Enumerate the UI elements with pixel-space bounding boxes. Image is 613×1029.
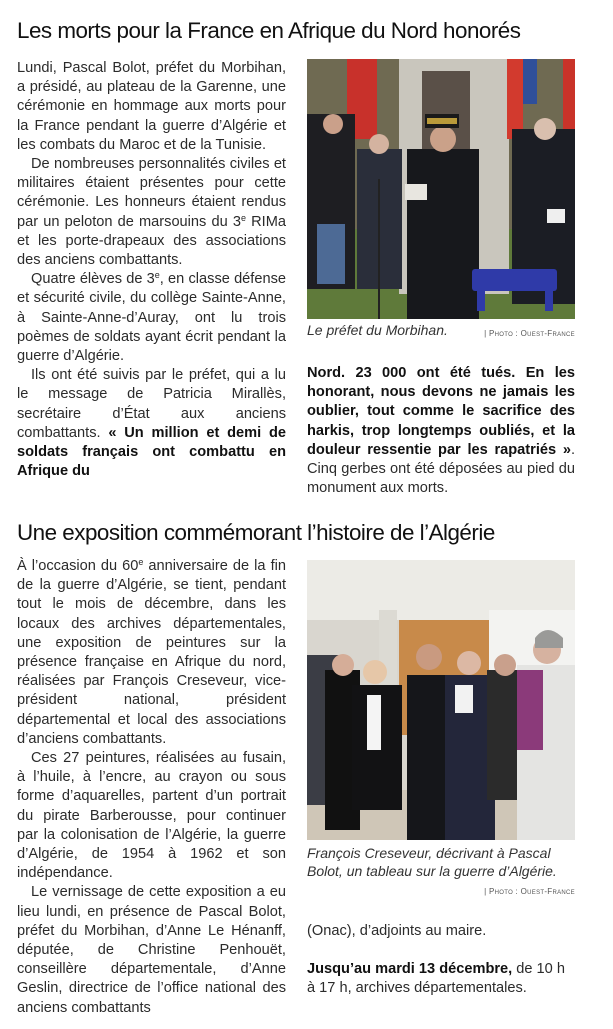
superscript: e [138, 557, 144, 567]
article2-body-right [307, 922, 575, 999]
photo-credit: | Photo : Ouest-France [484, 887, 575, 896]
text: De nombreuses personnalités civiles et militaires étaient présentes pour cette cérémonie. Les honneurs étaient rendus par un peloton de marsouins du 3 [17, 156, 286, 230]
article2-paragraph: Ces 27 peintures, réalisées au fusain, à l’huile, à l’encre, au crayon ou sous forme d’aquarelles, partent d’un portrait du pirate Barberousse, pour continuer par la colonisation de l’Algérie, la guerre d’Algérie, de 1954 à 1962 et son indépendance. [17, 750, 286, 882]
text: de 10 h à 17 h, archives départementales. [307, 961, 565, 997]
text: À l’occasion du 60 [17, 558, 139, 574]
quote-bold: Nord. 23 000 ont été tués. En les honorant, nous devons ne jamais les oublier, tout comme le sacrifice des harkis, trop longtemps oubliés, et la douleur ressentie par les rapatriés » [307, 365, 575, 458]
article2-photo-caption [307, 845, 575, 896]
article1-paragraph [307, 364, 575, 498]
superscript: e [154, 270, 160, 281]
article2-paragraph: (Onac), d’adjoints au maire. [307, 923, 487, 939]
quote-bold: « Un million et demi de soldats français ont combattu en Afrique du [17, 424, 287, 480]
superscript: e [240, 212, 246, 223]
text: anniversaire de la fin de la guerre d’Algérie, se tient, pendant tout le mois de décembre, dans les locaux des archives départementales, une exposition de peintures sur la présence française en Afrique du nord, réalisées par François Creseveur, vice-président national, président départemental et local des associations d’anciens combattants. [17, 558, 286, 747]
caption-text: Le préfet du Morbihan. [307, 322, 448, 338]
article1-paragraph: Lundi, Pascal Bolot, préfet du Morbihan, a présidé, au plateau de la Garenne, une cérémonie en hommage aux morts pour la France pendant la guerre d’Algérie et les combats du Maroc et de la Tunisie. [17, 60, 286, 153]
article1-photo-caption [307, 322, 575, 340]
article2-photo [307, 560, 575, 840]
prefect-ceremony-image [307, 59, 575, 319]
article2-paragraph: Le vernissage de cette exposition a eu lieu lundi, en présence de Pascal Bolot, préfet du Morbihan, d’Anne Le Hénanff, députée, de Christine Penhouët, conseillère départementale, d’Anne Geslin, directrice de l’office national des anciens combattants [17, 884, 286, 1016]
article1-body-left [17, 59, 286, 481]
text: Quatre élèves de 3 [31, 271, 155, 288]
caption-text: François Creseveur, décrivant à Pascal Bolot, un tableau sur la guerre d’Algérie. [307, 845, 557, 879]
article1-photo [307, 59, 575, 319]
article2-headline: Une exposition commémorant l’histoire de l’Algérie [17, 520, 495, 545]
article2-paragraph [17, 557, 286, 749]
info-bold: Jusqu’au mardi 13 décembre, [307, 961, 513, 978]
article2-practical-info [307, 960, 575, 998]
article1-paragraph [17, 270, 286, 366]
article1-headline: Les morts pour la France en Afrique du Nord honorés [17, 18, 521, 43]
article2-body-left [17, 557, 286, 1018]
photo-credit: | Photo : Ouest-France [484, 329, 575, 338]
text: . Cinq gerbes ont été déposées au pied du monument aux morts. [307, 441, 575, 497]
text: RIMa et les porte-drapeaux des associations des anciens combattants. [17, 213, 286, 269]
article1-paragraph [17, 155, 286, 270]
exhibition-image [307, 560, 575, 840]
article1-paragraph [17, 366, 286, 481]
text: Ils ont été suivis par le préfet, qui a lu le message de Patricia Mirallès, secrétaire d’État aux anciens combattants. [17, 367, 286, 441]
article1-body-right [307, 364, 575, 498]
text: , en classe défense et sécurité civile, du collège Sainte-Anne, à Sainte-Anne-d’Auray, ont lu trois poèmes de soldats ayant écrit pendant la guerre d’Algérie. [17, 271, 286, 365]
